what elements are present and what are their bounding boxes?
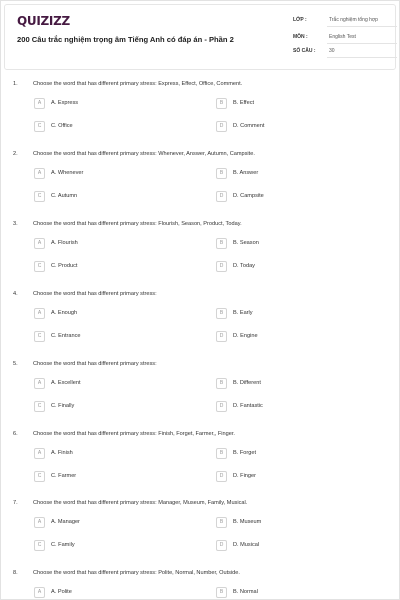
option-letter-box: C xyxy=(34,191,45,202)
meta-key: LỚP : xyxy=(293,17,307,23)
question-text: Choose the word that has different primary stress: Express, Effect, Office, Comment. xyxy=(33,81,243,87)
question-text: Choose the word that has different primary stress: Whenever, Answer, Autumn, Campsite. xyxy=(33,151,255,157)
option-text: A. Express xyxy=(51,100,79,106)
meta-value: Trắc nghiệm tổng hợp xyxy=(329,17,378,23)
question-text: Choose the word that has different primary stress: xyxy=(33,291,157,297)
question-number: 4. xyxy=(13,291,18,297)
option-text: D. Comment xyxy=(233,123,265,129)
option-text: D. Engine xyxy=(233,333,258,339)
option-text: D. Today xyxy=(233,263,255,269)
option-letter-box: D xyxy=(216,121,227,132)
document-title: 200 Câu trắc nghiệm trọng âm Tiếng Anh có đáp án - Phần 2 xyxy=(17,35,234,44)
meta-underline xyxy=(327,57,397,58)
option-letter-box: B xyxy=(216,168,227,179)
meta-row-subject xyxy=(293,31,397,44)
question-number: 3. xyxy=(13,221,18,227)
option-letter-box: C xyxy=(34,331,45,342)
option-letter-box: A xyxy=(34,517,45,528)
option-letter-box: B xyxy=(216,98,227,109)
option-letter-box: C xyxy=(34,471,45,482)
option-letter-box: A xyxy=(34,238,45,249)
option-text: D. Finger xyxy=(233,473,257,479)
meta-key: SỐ CÂU : xyxy=(293,48,316,54)
option-letter-box: D xyxy=(216,191,227,202)
option-text: B. Museum xyxy=(233,519,262,525)
option-text: D. Musical xyxy=(233,542,260,548)
option-letter-box: D xyxy=(216,401,227,412)
option-letter-box: A xyxy=(34,587,45,598)
option-text: C. Finally xyxy=(51,403,75,409)
option-letter-box: C xyxy=(34,261,45,272)
option-letter-box: C xyxy=(34,401,45,412)
option-text: D. Campsite xyxy=(233,193,264,199)
question-6 xyxy=(0,431,400,501)
meta-value: English Test xyxy=(329,34,356,40)
option-letter-box: D xyxy=(216,540,227,551)
option-text: C. Product xyxy=(51,263,78,269)
option-text: B. Answer xyxy=(233,170,259,176)
option-letter-box: A xyxy=(34,308,45,319)
option-letter-box: B xyxy=(216,517,227,528)
question-2 xyxy=(0,151,400,221)
option-letter-box: B xyxy=(216,238,227,249)
option-text: C. Office xyxy=(51,123,73,129)
question-number: 1. xyxy=(13,81,18,87)
meta-underline xyxy=(327,26,397,27)
option-text: A. Finish xyxy=(51,450,73,456)
question-text: Choose the word that has different primary stress: Manager, Museum, Family, Musical. xyxy=(33,500,248,506)
question-number: 7. xyxy=(13,500,18,506)
quizizz-logo: QUIZIZZ xyxy=(17,14,70,28)
question-7 xyxy=(0,500,400,570)
meta-value: 30 xyxy=(329,48,335,54)
option-letter-box: D xyxy=(216,261,227,272)
question-5 xyxy=(0,361,400,431)
question-8 xyxy=(0,570,400,600)
meta-row-class xyxy=(293,14,397,27)
option-text: A. Manager xyxy=(51,519,80,525)
question-number: 2. xyxy=(13,151,18,157)
option-text: C. Autumn xyxy=(51,193,78,199)
option-text: C. Farmer xyxy=(51,473,77,479)
question-text: Choose the word that has different primary stress: xyxy=(33,361,157,367)
option-letter-box: C xyxy=(34,121,45,132)
option-text: A. Whenever xyxy=(51,170,84,176)
meta-underline xyxy=(327,43,397,44)
option-letter-box: B xyxy=(216,587,227,598)
option-letter-box: A xyxy=(34,378,45,389)
meta-key: MÔN : xyxy=(293,34,308,40)
option-letter-box: C xyxy=(34,540,45,551)
option-letter-box: B xyxy=(216,448,227,459)
option-letter-box: A xyxy=(34,98,45,109)
option-text: A. Polite xyxy=(51,589,72,595)
option-letter-box: D xyxy=(216,331,227,342)
option-letter-box: B xyxy=(216,378,227,389)
option-letter-box: D xyxy=(216,471,227,482)
option-text: B. Forget xyxy=(233,450,257,456)
option-text: B. Different xyxy=(233,380,261,386)
option-text: B. Normal xyxy=(233,589,258,595)
option-letter-box: A xyxy=(34,448,45,459)
question-1 xyxy=(0,81,400,151)
option-text: C. Entrance xyxy=(51,333,81,339)
meta-row-count xyxy=(293,45,397,58)
option-text: B. Early xyxy=(233,310,253,316)
option-text: A. Flourish xyxy=(51,240,78,246)
worksheet-header xyxy=(4,4,396,70)
option-text: C. Family xyxy=(51,542,75,548)
question-3 xyxy=(0,221,400,291)
question-number: 8. xyxy=(13,570,18,576)
option-text: D. Fantastic xyxy=(233,403,263,409)
option-letter-box: A xyxy=(34,168,45,179)
question-text: Choose the word that has different primary stress: Finish, Forget, Farmer,, Finger. xyxy=(33,431,235,437)
question-4 xyxy=(0,291,400,361)
question-number: 6. xyxy=(13,431,18,437)
option-text: B. Effect xyxy=(233,100,255,106)
question-text: Choose the word that has different primary stress: Flourish, Season, Product, Today. xyxy=(33,221,242,227)
question-text: Choose the word that has different primary stress: Polite, Normal, Number, Outside. xyxy=(33,570,240,576)
question-number: 5. xyxy=(13,361,18,367)
option-text: A. Excellent xyxy=(51,380,81,386)
option-text: A. Enough xyxy=(51,310,78,316)
option-letter-box: B xyxy=(216,308,227,319)
option-text: B. Season xyxy=(233,240,259,246)
